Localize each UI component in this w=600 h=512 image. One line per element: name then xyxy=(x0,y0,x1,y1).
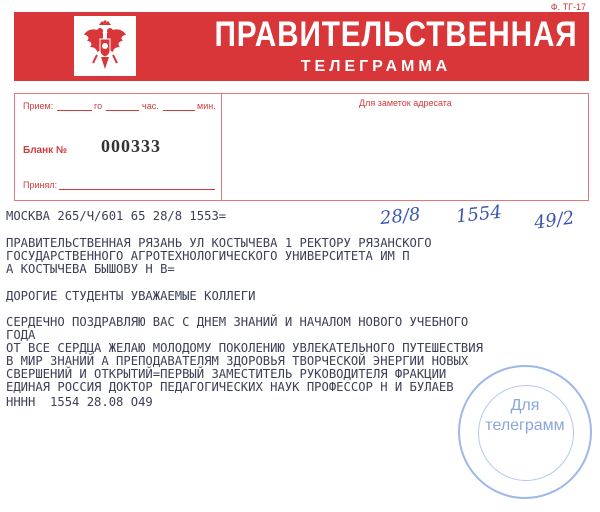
greeting-line: ДОРОГИЕ СТУДЕНТЫ УВАЖАЕМЫЕ КОЛЛЕГИ xyxy=(6,289,256,303)
body-line: СВЕРШЕНИЙ И ОТКРЫТИЙ=ПЕРВЫЙ ЗАМЕСТИТЕЛЬ РУКОВОДИТЕЛЯ ФРАКЦИИ xyxy=(6,367,447,381)
address-line: ПРАВИТЕЛЬСТВЕННАЯ РЯЗАНЬ УЛ КОСТЫЧЕВА 1 РЕКТОРУ РЯЗАНСКОГО xyxy=(6,236,432,250)
accepted-line xyxy=(59,189,215,190)
received-minute-line xyxy=(163,110,195,111)
handwritten-number: 49/2 xyxy=(532,207,576,234)
body-line: ОТ ВСЕ СЕРДЦА ЖЕЛАЮ МОЛОДОМУ ПОКОЛЕНИЮ УВЛЕКАТЕЛЬНОГО ПУТЕШЕСТВИЯ xyxy=(6,341,483,355)
go-label: го xyxy=(94,101,103,111)
address-line: ГОСУДАРСТВЕННОГО АГРОТЕХНОЛОГИЧЕСКОГО УНИВЕРСИТЕТА ИМ П xyxy=(6,249,410,263)
notes-label: Для заметок адресата xyxy=(359,98,452,108)
blank-label: Бланк № xyxy=(23,145,68,156)
body-line: В МИР ЗНАНИЙ А ПРЕПОДАВАТЕЛЯМ ЗДОРОВЬЯ ТВОРЧЕСКОЙ ЭНЕРГИИ НОВЫХ xyxy=(6,354,469,368)
coat-of-arms-eagle-icon xyxy=(74,16,136,76)
body-line: ГОДА xyxy=(6,328,36,342)
minute-label: мин. xyxy=(197,101,216,111)
body-line: ЕДИНАЯ РОССИЯ ДОКТОР ПЕДАГОГИЧЕСКИХ НАУК ПРОФЕССОР Н И БУЛАЕВ xyxy=(6,380,454,394)
accepted-label: Принял: xyxy=(23,180,58,190)
handwritten-time: 1554 xyxy=(455,201,503,228)
received-day-line xyxy=(57,110,92,111)
form-code: Ф. ТГ-17 xyxy=(550,2,586,12)
service-line: МОСКВА 265/Ч/601 65 28/8 1553= xyxy=(6,209,227,223)
received-label: Прием: xyxy=(23,101,54,111)
header-band xyxy=(14,12,589,81)
body-line: СЕРДЕЧНО ПОЗДРАВЛЯЮ ВАС С ДНЕМ ЗНАНИЙ И НАЧАЛОМ НОВОГО УЧЕБНОГО xyxy=(6,315,469,329)
received-hour-line xyxy=(106,110,139,111)
stamp-text-line1: Для xyxy=(510,397,540,414)
blank-number: 000333 xyxy=(101,136,161,156)
telegram-title: ПРАВИТЕЛЬСТВЕННАЯ xyxy=(214,15,578,54)
footer-line: НННН 1554 28.08 О49 xyxy=(6,395,153,409)
reception-form xyxy=(14,93,589,201)
telegram-subtitle: ТЕЛЕГРАММА xyxy=(300,58,452,75)
stamp-text-line2: телеграмм xyxy=(485,417,565,434)
form-divider xyxy=(221,94,222,200)
post-stamp xyxy=(458,365,592,499)
address-line: А КОСТЫЧЕВА БЫШОВУ Н В= xyxy=(6,262,175,276)
hour-label: час. xyxy=(142,101,159,111)
handwritten-date: 28/8 xyxy=(379,203,422,230)
